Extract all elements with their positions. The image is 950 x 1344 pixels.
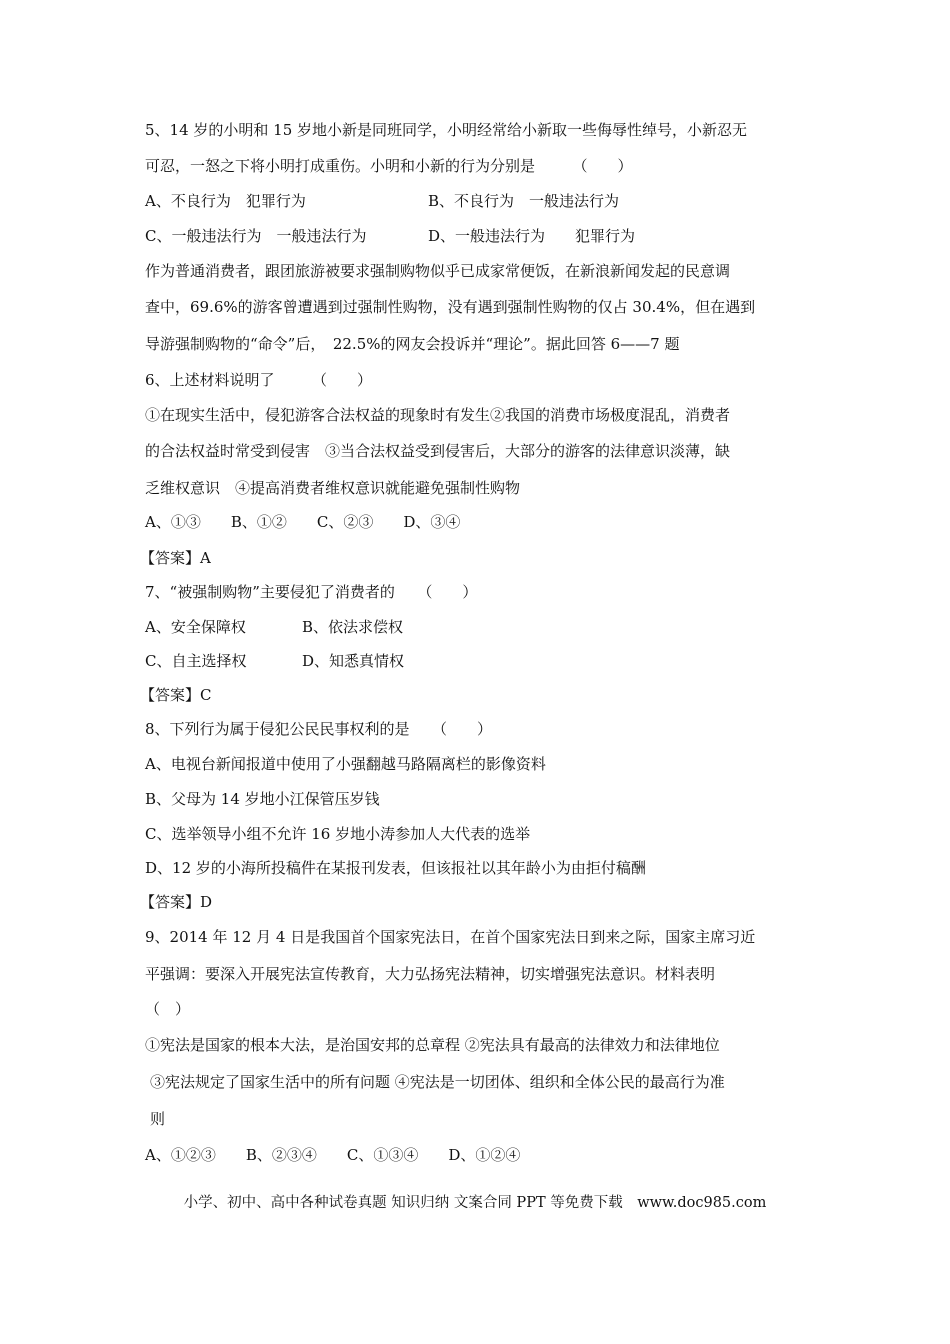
q9-line6: 则 <box>150 1110 166 1128</box>
q8-option-c: C、选举领导小组不允许 16 岁地小涛参加人大代表的选举 <box>145 825 531 843</box>
page-footer: 小学、初中、高中各种试卷真题 知识归纳 文案合同 PPT 等免费下载 www.doc985.com <box>183 1195 767 1211</box>
q8-option-b: B、父母为 14 岁地小江保管压岁钱 <box>145 790 380 808</box>
q5-line1: 5、14 岁的小明和 15 岁地小新是同班同学，小明经常给小新取一些侮辱性绰号，小新忍无 <box>145 121 748 139</box>
q5-option-b: B、不良行为 一般违法行为 <box>428 192 620 210</box>
q8-line1: 8、下列行为属于侵犯公民民事权利的是 （ ） <box>145 720 493 738</box>
q9-line5: ③宪法规定了国家生活中的所有问题 ④宪法是一切团体、组织和全体公民的最高行为准 <box>150 1073 725 1091</box>
q5-option-a: A、不良行为 犯罪行为 <box>145 192 306 210</box>
q6-options: A、①③ B、①② C、②③ D、③④ <box>145 513 461 531</box>
q8-option-a: A、电视台新闻报道中使用了小强翻越马路隔离栏的影像资料 <box>145 755 546 773</box>
q5-option-d: D、一般违法行为 犯罪行为 <box>428 227 636 245</box>
q5-option-c: C、一般违法行为 一般违法行为 <box>145 227 367 245</box>
q7-option-c: C、自主选择权 <box>145 652 247 670</box>
q7-option-d: D、知悉真情权 <box>302 652 405 670</box>
q5-line2: 可忍，一怒之下将小明打成重伤。小明和小新的行为分别是 （ ） <box>145 157 633 175</box>
material-line1: 作为普通消费者，跟团旅游被要求强制购物似乎已成家常便饭，在新浪新闻发起的民意调 <box>145 262 731 280</box>
q8-option-d: D、12 岁的小海所投稿件在某报刊发表，但该报社以其年龄小为由拒付稿酬 <box>145 859 646 877</box>
q6-line1: 6、上述材料说明了 （ ） <box>145 371 373 389</box>
q8-answer: 【答案】D <box>140 893 213 911</box>
q7-line1: 7、“被强制购物”主要侵犯了消费者的 （ ） <box>145 583 478 601</box>
q6-answer: 【答案】A <box>140 549 211 567</box>
q9-line1: 9、2014 年 12 月 4 日是我国首个国家宪法日，在首个国家宪法日到来之际，国家主席习近 <box>145 928 756 946</box>
material-line3: 导游强制购物的“命令”后， 22.5%的网友会投诉并“理论”。据此回答 6——7 题 <box>145 335 680 353</box>
q6-line3: 的合法权益时常受到侵害 ③当合法权益受到侵害后，大部分的游客的法律意识淡薄，缺 <box>145 442 731 460</box>
material-line2: 查中，69.6%的游客曾遭遇到过强制性购物，没有遇到强制性购物的仅占 30.4%，但在遇到 <box>145 298 756 316</box>
q7-option-b: B、依法求偿权 <box>302 618 404 636</box>
q6-line4: 乏维权意识 ④提高消费者维权意识就能避免强制性购物 <box>145 479 521 497</box>
q6-line2: ①在现实生活中，侵犯游客合法权益的现象时有发生②我国的消费市场极度混乱，消费者 <box>145 406 731 424</box>
q7-option-a: A、安全保障权 <box>145 618 246 636</box>
q9-options: A、①②③ B、②③④ C、①③④ D、①②④ <box>145 1146 521 1164</box>
q9-line2: 平强调：要深入开展宪法宣传教育，大力弘扬宪法精神，切实增强宪法意识。材料表明 <box>145 965 716 983</box>
q9-line4: ①宪法是国家的根本大法，是治国安邦的总章程 ②宪法具有最高的法律效力和法律地位 <box>145 1036 720 1054</box>
q7-answer: 【答案】C <box>140 686 212 704</box>
q9-line3: （ ） <box>145 1000 191 1018</box>
